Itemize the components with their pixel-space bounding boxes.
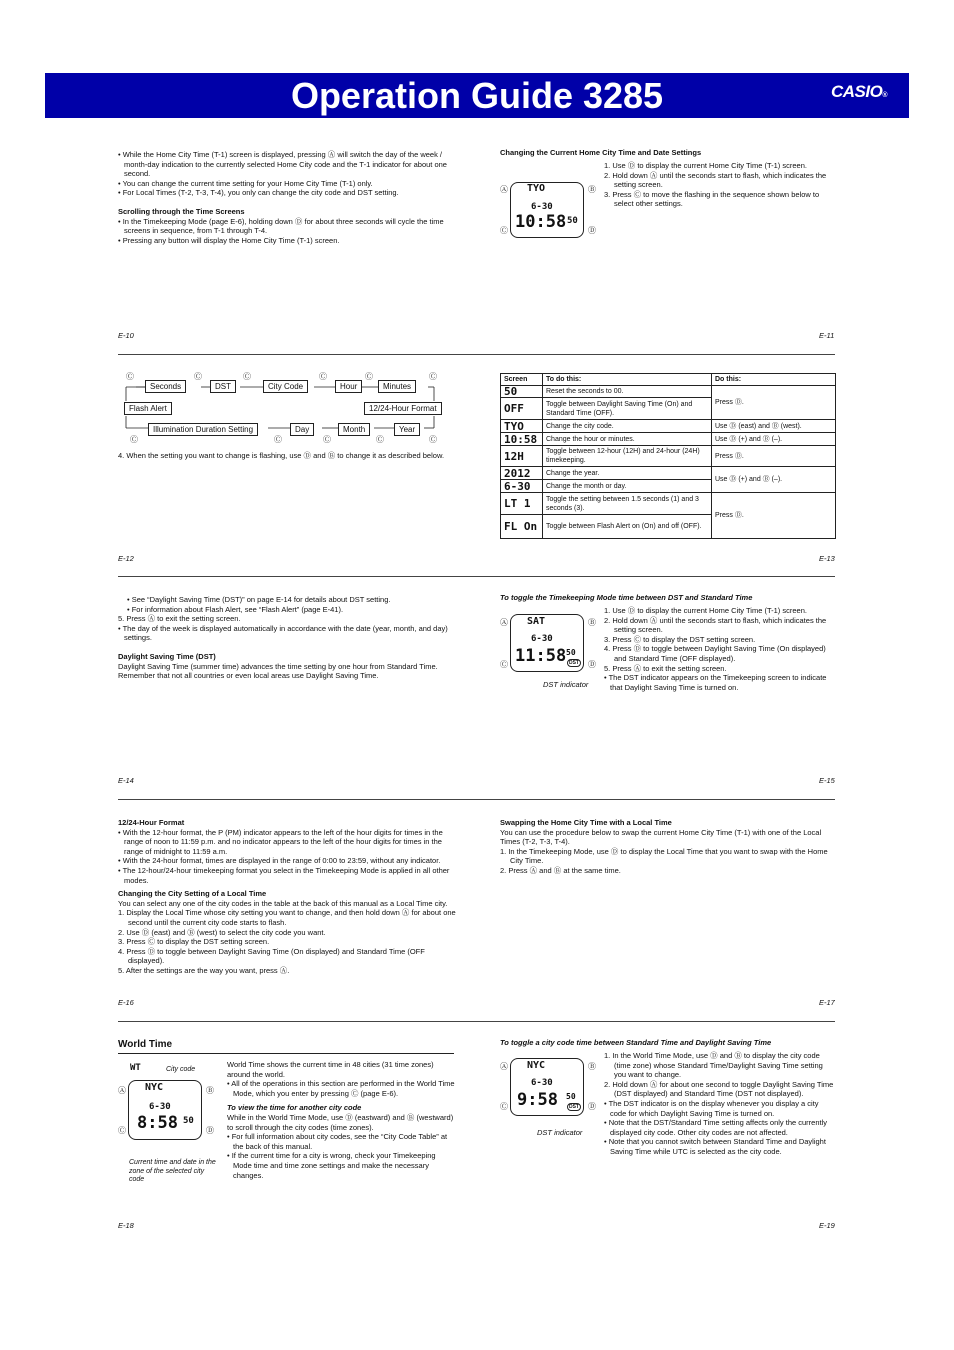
step: 1. Use Ⓓ to display the current Home City Time (T-1) screen. <box>604 606 807 615</box>
step-5: 5. Press Ⓐ to exit the setting screen. <box>118 614 241 624</box>
section-heading: Changing the Current Home City Time and Date Settings <box>500 148 702 157</box>
todo-cell: Toggle between 12-hour (12H) and 24-hour (24H) timekeeping. <box>543 446 712 467</box>
step: 2. Hold down Ⓐ until the seconds start to flash, which indicates the setting screen. <box>604 615 827 635</box>
page-number: E-10 <box>118 331 134 340</box>
step: 2. Hold down Ⓐ for about one second to toggle Daylight Saving Time (DST displayed) and Standard Time (DST not displayed). <box>604 1079 834 1099</box>
bullet: • Pressing any button will display the Home City Time (T-1) screen. <box>118 235 340 245</box>
steps-e19 <box>604 1051 836 1157</box>
section-heading: Changing the City Setting of a Local Time <box>118 889 267 899</box>
page-number: E-11 <box>819 331 835 340</box>
watch-face <box>510 182 584 238</box>
bullet: • For Local Times (T-2, T-3, T-4), you only can change the city code and DST setting. <box>118 188 399 198</box>
screen-cell: OFF <box>501 398 543 420</box>
screen-cell: 12H <box>501 446 543 467</box>
step: 5. Press Ⓐ to exit the setting screen. <box>604 663 727 673</box>
bullet: • For full information about city codes, see the “City Code Table” at the back of this manual. <box>227 1132 448 1151</box>
lcd-time: 10:58 <box>515 212 567 232</box>
c-button-icon: Ⓒ <box>274 435 282 444</box>
bullet: • In the Timekeeping Mode (page E-6), holding down Ⓓ for about three seconds will cycle the time screens in sequence, from T-1 through T-4. <box>118 216 444 236</box>
section-heading: Scrolling through the Time Screens <box>118 206 245 216</box>
watch-illustration <box>500 612 596 672</box>
button-b-icon: Ⓑ <box>206 1086 214 1095</box>
page-title: Operation Guide 3285 <box>290 75 664 116</box>
button-d-icon: Ⓓ <box>588 660 596 669</box>
section-e10 <box>118 150 456 245</box>
table-row <box>501 433 836 446</box>
flow-step: Minutes <box>378 380 416 393</box>
watch-illustration <box>500 180 596 238</box>
divider <box>118 354 835 355</box>
steps-e15 <box>604 606 836 692</box>
page-number: E-17 <box>819 998 835 1007</box>
divider <box>118 576 835 577</box>
bullet: • The DST indicator appears on the Timekeeping screen to indicate that Daylight Saving Time is turned on. <box>604 673 827 692</box>
lcd-time: 8:58 <box>137 1113 178 1133</box>
c-button-icon: Ⓒ <box>376 435 384 444</box>
screen-cell: FL On <box>501 515 543 539</box>
flow-step: Seconds <box>145 380 186 393</box>
setting-sequence-diagram <box>118 370 458 448</box>
flow-step: Day <box>290 423 314 436</box>
step: 3. Press Ⓒ to display the DST setting screen. <box>118 937 270 947</box>
lcd-top: SAT <box>527 616 546 627</box>
bullet: • All of the operations in this section are performed in the World Time Mode, which you enter by pressing Ⓒ (page E-6). <box>227 1079 455 1098</box>
brand-mark: ® <box>882 92 887 99</box>
table-row <box>501 420 836 433</box>
body-text: World Time shows the current time in 48 cities (31 time zones) around the world. <box>227 1060 434 1079</box>
lcd-top: NYC <box>145 1082 164 1093</box>
watch-face <box>510 1058 584 1116</box>
todo-cell: Toggle between Daylight Saving Time (On) and Standard Time (OFF). <box>543 398 712 420</box>
flow-step: 12/24-Hour Format <box>364 402 442 415</box>
step: 1. In the Timekeeping Mode, use Ⓓ to display the Local Time that you want to swap with the Home City Time. <box>500 846 828 866</box>
step: 4. Press Ⓓ to toggle between Daylight Saving Time (On displayed) and Standard Time (OFF displayed). <box>604 644 826 663</box>
c-button-icon: Ⓒ <box>429 372 437 381</box>
step: 5. After the settings are the way you want, press Ⓐ. <box>118 965 290 975</box>
dst-indicator: DST <box>569 660 579 666</box>
dst-indicator: DST <box>569 1104 579 1110</box>
watch-face <box>128 1080 202 1140</box>
step: 4. Press Ⓓ to toggle between Daylight Saving Time (On displayed) and Standard Time (OFF displayed). <box>118 946 425 966</box>
bullet: • Note that the DST/Standard Time setting affects only the currently displayed city code. Other city codes are not affected. <box>604 1118 828 1137</box>
lcd-time: 9:58 <box>517 1090 558 1110</box>
lcd-date: 6-30 <box>149 1102 171 1112</box>
flow-step: Hour <box>335 380 362 393</box>
button-c-icon: Ⓒ <box>118 1126 126 1135</box>
step: 1. Use Ⓓ to display the current Home City Time (T-1) screen. <box>604 161 807 170</box>
todo-cell: Toggle the setting between 1.5 seconds (1) and 3 seconds (3). <box>543 493 712 515</box>
button-a-icon: Ⓐ <box>118 1086 126 1095</box>
table-header: Screen <box>501 374 543 386</box>
caption: Current time and date in the zone of the selected city code <box>129 1159 216 1183</box>
table-header: To do this: <box>543 374 712 386</box>
table-header: Do this: <box>712 374 836 386</box>
step: 3. Press Ⓒ to move the flashing in the sequence shown below to select other settings. <box>604 189 820 209</box>
step: 1. Display the Local Time whose city setting you want to change, and then hold down Ⓐ for about one second until the current city code starts to flash. <box>118 908 456 927</box>
watch-face <box>510 614 584 672</box>
button-a-icon: Ⓐ <box>500 1062 508 1071</box>
button-c-icon: Ⓒ <box>500 226 508 235</box>
c-button-icon: Ⓒ <box>243 372 251 381</box>
c-button-icon: Ⓒ <box>130 435 138 444</box>
todo-cell: Reset the seconds to 00. <box>543 386 712 398</box>
dothis-cell: Press Ⓓ. <box>712 446 836 467</box>
section-e18 <box>227 1060 455 1180</box>
bullet: • The DST indicator is on the display whenever you display a city code for which Daylight Saving Time is turned on. <box>604 1098 819 1118</box>
step: 1. In the World Time Mode, use Ⓓ and Ⓑ to display the city code (time zone) whose Standard Time/Daylight Saving Time setting you want to change. <box>604 1051 823 1080</box>
body-text: While in the World Time Mode, use Ⓓ (eastward) and Ⓑ (westward) to scroll through the city codes (time zones). <box>227 1112 454 1132</box>
watch-illustration <box>118 1062 218 1140</box>
header-banner <box>45 73 909 118</box>
dothis-cell: Use Ⓓ (east) and Ⓑ (west). <box>712 420 836 433</box>
dothis-cell: Press Ⓓ. <box>712 386 836 420</box>
page-number: E-13 <box>819 554 835 563</box>
lcd-date: 6-30 <box>531 1078 553 1088</box>
button-d-icon: Ⓓ <box>588 226 596 235</box>
todo-cell: Change the month or day. <box>543 480 712 493</box>
flow-step: City Code <box>263 380 308 393</box>
todo-cell: Change the year. <box>543 467 712 480</box>
screen-cell: 10:58 <box>501 433 543 446</box>
screen-cell: TYO <box>501 420 543 433</box>
lcd-seconds: 50 <box>183 1116 194 1126</box>
divider <box>118 799 835 800</box>
bullet: • For information about Flash Alert, see “Flash Alert” (page E-41). <box>127 604 344 614</box>
flow-step: Month <box>338 423 370 436</box>
c-button-icon: Ⓒ <box>194 372 202 381</box>
heading-underline <box>118 1053 454 1054</box>
lcd-seconds: 50 <box>567 216 578 226</box>
step: 2. Use Ⓓ (east) and Ⓑ (west) to select the city code you want. <box>118 927 326 937</box>
c-button-icon: Ⓒ <box>365 372 373 381</box>
lcd-seconds: 50 <box>566 648 576 657</box>
c-button-icon: Ⓒ <box>126 372 134 381</box>
settings-table <box>500 373 836 539</box>
section-e17 <box>500 818 834 876</box>
screen-cell: LT 1 <box>501 493 543 515</box>
page-number: E-12 <box>118 554 134 563</box>
dothis-cell: Use Ⓓ (+) and Ⓑ (–). <box>712 433 836 446</box>
page-number: E-18 <box>118 1221 134 1230</box>
table-row <box>501 467 836 480</box>
step: 3. Press Ⓒ to display the DST setting screen. <box>604 634 756 644</box>
section-e16 <box>118 818 456 976</box>
page-number: E-15 <box>819 776 835 785</box>
button-c-icon: Ⓒ <box>500 660 508 669</box>
section-heading: To toggle a city code time between Standard Time and Daylight Saving Time <box>500 1038 772 1047</box>
flow-step: DST <box>210 380 236 393</box>
step: 2. Hold down Ⓐ until the seconds start to flash, which indicates the setting screen. <box>604 170 827 190</box>
todo-cell: Toggle between Flash Alert on (On) and off (OFF). <box>543 515 712 539</box>
section-heading: World Time <box>118 1039 173 1050</box>
lcd-seconds: 50 <box>566 1092 576 1101</box>
table-row <box>501 493 836 515</box>
button-d-icon: Ⓓ <box>588 1102 596 1111</box>
dothis-cell: Use Ⓓ (+) and Ⓑ (–). <box>712 467 836 493</box>
c-button-icon: Ⓒ <box>319 372 327 381</box>
section-e14 <box>118 595 456 681</box>
screen-cell: 6-30 <box>501 480 543 493</box>
lcd-mode-label: WT <box>130 1063 141 1073</box>
button-a-icon: Ⓐ <box>500 618 508 627</box>
caption: DST indicator <box>537 1128 583 1137</box>
step-4: 4. When the setting you want to change is flashing, use Ⓓ and Ⓑ to change it as described below. <box>118 451 445 460</box>
dothis-cell: Press Ⓓ. <box>712 493 836 539</box>
table-row <box>501 386 836 398</box>
page-number: E-14 <box>118 776 134 785</box>
casio-logo <box>830 82 887 101</box>
flow-step: Flash Alert <box>124 402 172 415</box>
button-b-icon: Ⓑ <box>588 618 596 627</box>
section-heading: 12/24-Hour Format <box>118 818 185 827</box>
bullet: • The 12-hour/24-hour timekeeping format you select in the Timekeeping Mode is applied in all other modes. <box>118 865 450 885</box>
lcd-date: 6-30 <box>531 634 553 644</box>
body-text: You can use the procedure below to swap the current Home City Time (T-1) with one of the Local Times (T-2, T-3, T-4). <box>500 827 822 847</box>
lcd-date: 6-30 <box>531 202 553 212</box>
divider <box>118 1021 835 1022</box>
button-b-icon: Ⓑ <box>588 1062 596 1071</box>
section-heading: Swapping the Home City Time with a Local Time <box>500 818 672 827</box>
c-button-icon: Ⓒ <box>429 435 437 444</box>
watch-illustration <box>500 1056 596 1116</box>
button-c-icon: Ⓒ <box>500 1102 508 1111</box>
brand-name: CASIO <box>830 82 883 101</box>
section-heading: To toggle the Timekeeping Mode time between DST and Standard Time <box>500 593 753 602</box>
lcd-time: 11:58 <box>515 646 567 666</box>
section-heading: Daylight Saving Time (DST) <box>118 651 216 661</box>
bullet: • While the Home City Time (T-1) screen is displayed, pressing Ⓐ will switch the day of the week / month-day indication to the currently selected Home City code and the T-1 indicator for about one second. <box>118 150 447 179</box>
todo-cell: Change the city code. <box>543 420 712 433</box>
page-number: E-16 <box>118 998 134 1007</box>
flow-step: Year <box>394 423 420 436</box>
todo-cell: Change the hour or minutes. <box>543 433 712 446</box>
body-text: Daylight Saving Time (summer time) advances the time setting by one hour from Standard Time. Remember that not all countries or even local areas use Daylight Saving Time. <box>118 661 438 681</box>
step: 2. Press Ⓐ and Ⓑ at the same time. <box>500 865 621 875</box>
screen-cell: 2012 <box>501 467 543 480</box>
page-number: E-19 <box>819 1221 835 1230</box>
bullet: • With the 12-hour format, the P (PM) indicator appears to the left of the hour digits for times in the range of noon to 11:59 p.m. and no indicator appears to the left of the hour digits for times in the range of midnight to 11:59 a.m. <box>118 827 443 856</box>
lcd-top: TYO <box>527 183 546 194</box>
sub-heading: To view the time for another city code <box>227 1103 362 1113</box>
city-code-label: City code <box>166 1066 196 1073</box>
body-text: You can select any one of the city codes in the table at the back of this manual as a Local Time city. <box>118 898 448 908</box>
bullet: • The day of the week is displayed automatically in accordance with the date (year, month, and day) settings. <box>118 623 448 643</box>
steps-e11 <box>604 161 834 209</box>
bullet: • See “Daylight Saving Time (DST)” on page E-14 for details about DST setting. <box>127 595 391 604</box>
screen-cell: 50 <box>501 386 543 398</box>
bullet: • You can change the current time setting for your Home City Time (T-1) only. <box>118 178 373 188</box>
lcd-top: NYC <box>527 1060 546 1071</box>
caption: DST indicator <box>543 680 589 689</box>
table-row <box>501 446 836 467</box>
bullet: • Note that you cannot switch between Standard Time and Daylight Saving Time while UTC is selected as the city code. <box>604 1137 826 1156</box>
c-button-icon: Ⓒ <box>323 435 331 444</box>
flow-step: Illumination Duration Setting <box>148 423 258 436</box>
button-a-icon: Ⓐ <box>500 185 508 194</box>
button-d-icon: Ⓓ <box>206 1126 214 1135</box>
bullet: • With the 24-hour format, times are displayed in the range of 0:00 to 23:59, without any indicator. <box>118 856 441 866</box>
bullet: • If the current time for a city is wrong, check your Timekeeping Mode time and time zone settings and make the necessary changes. <box>227 1151 436 1180</box>
button-b-icon: Ⓑ <box>588 185 596 194</box>
